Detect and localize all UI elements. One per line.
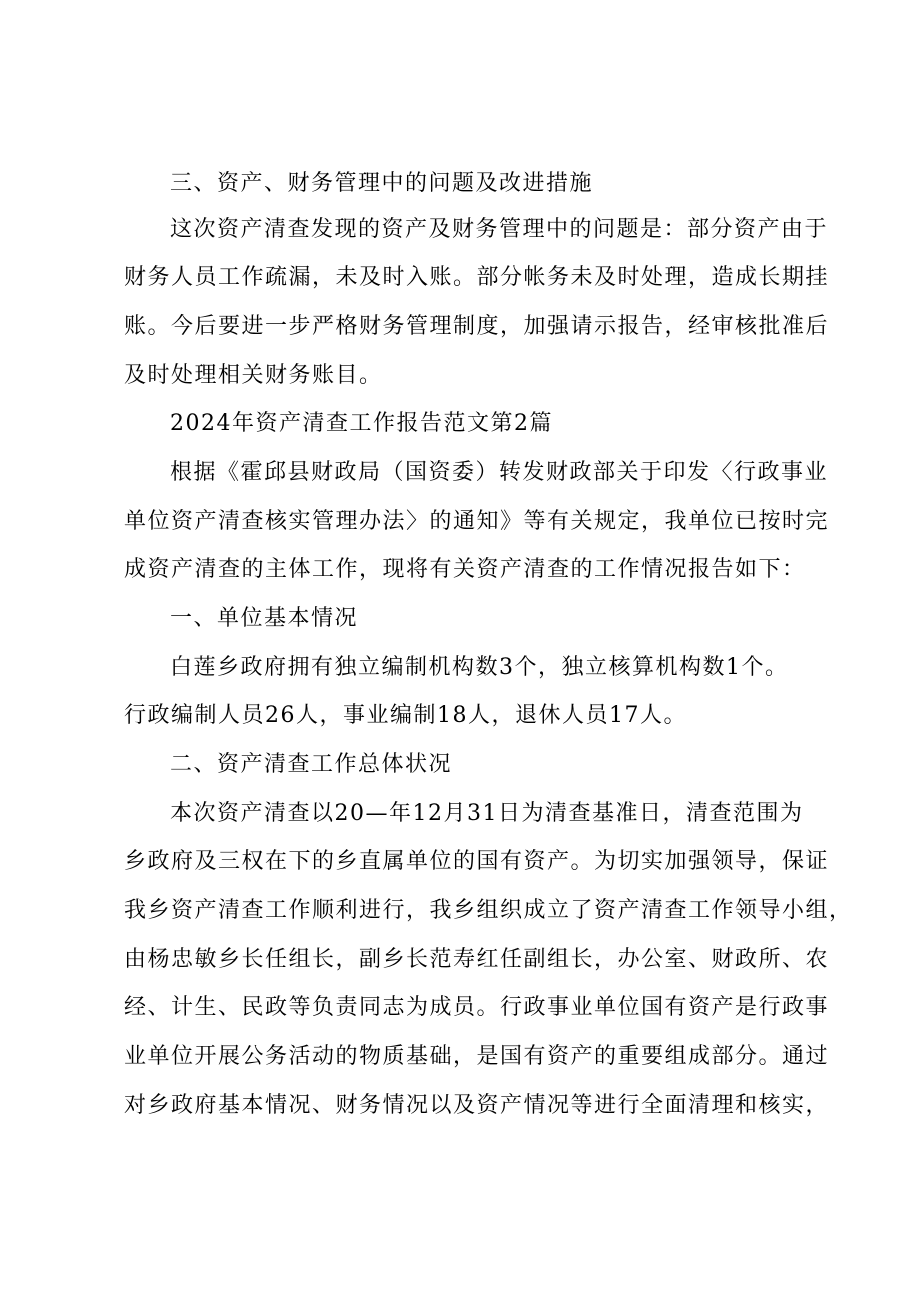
paragraph-line: 白莲乡政府拥有独立编制机构数3个，独立核算机构数1个。 [170, 655, 789, 680]
section-heading-2: 二、资产清查工作总体状况 [170, 752, 453, 777]
article-title: 2024年资产清查工作报告范文第2篇 [170, 411, 553, 436]
section-heading-1: 一、单位基本情况 [170, 606, 359, 631]
paragraph-line: 对乡政府基本情况、财务情况以及资产情况等进行全面清理和核实， [124, 1093, 830, 1118]
paragraph-line: 财务人员工作疏漏，未及时入账。部分帐务未及时处理，造成长期挂 [124, 265, 830, 290]
paragraph-line: 乡政府及三权在下的乡直属单位的国有资产。为切实加强领导，保证 [124, 849, 830, 874]
paragraph-line: 业单位开展公务活动的物质基础，是国有资产的重要组成部分。通过 [124, 1044, 830, 1069]
paragraph-line: 行政编制人员26人，事业编制18人，退休人员17人。 [124, 703, 687, 728]
paragraph-line: 成资产清查的主体工作，现将有关资产清查的工作情况报告如下： [124, 557, 806, 582]
paragraph-line: 经、计生、民政等负责同志为成员。行政事业单位国有资产是行政事 [124, 995, 830, 1020]
section-heading-3: 三、资产、财务管理中的问题及改进措施 [170, 171, 594, 196]
paragraph-line: 账。今后要进一步严格财务管理制度，加强请示报告，经审核批准后 [124, 314, 830, 339]
paragraph-line: 及时处理相关财务账目。 [124, 363, 383, 388]
paragraph-line: 根据《霍邱县财政局（国资委）转发财政部关于印发〈行政事业 [170, 460, 829, 485]
paragraph-line: 我乡资产清查工作顺利进行，我乡组织成立了资产清查工作领导小组， [124, 898, 853, 923]
paragraph-line: 由杨忠敏乡长任组长，副乡长范寿红任副组长，办公室、财政所、农 [124, 947, 830, 972]
paragraph-line: 这次资产清查发现的资产及财务管理中的问题是：部分资产由于 [170, 217, 829, 242]
paragraph-line: 单位资产清查核实管理办法〉的通知》等有关规定，我单位已按时完 [124, 509, 830, 534]
paragraph-line: 本次资产清查以20—年12月31日为清查基准日，清查范围为 [170, 801, 804, 826]
